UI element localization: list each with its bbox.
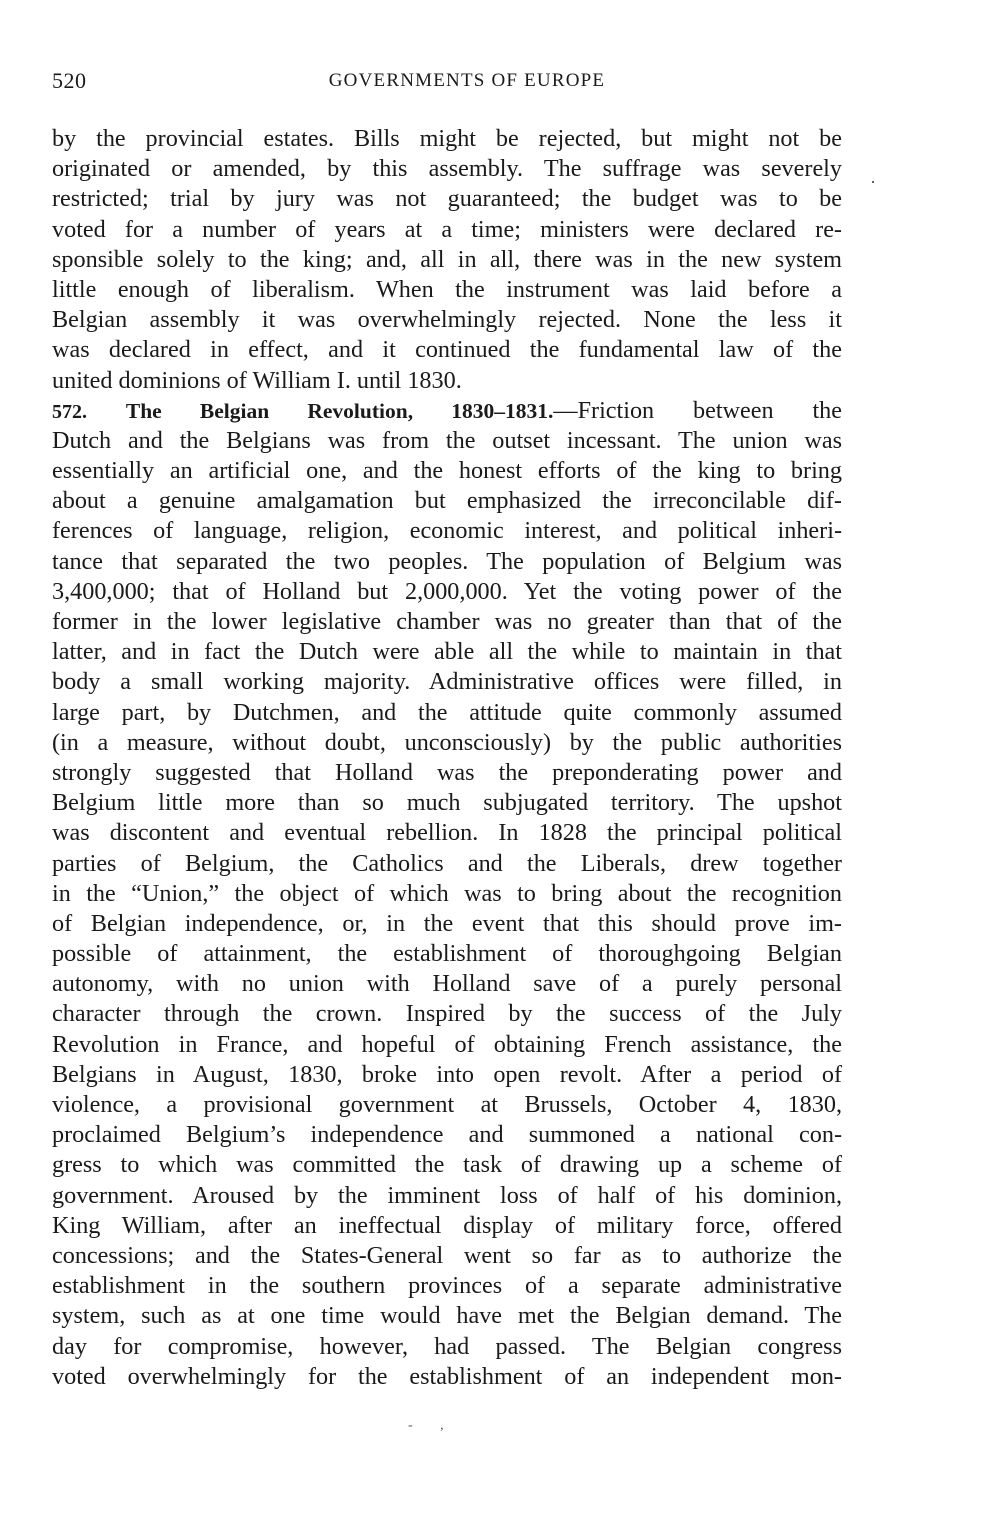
text-line: violence, a provisional government at Brussels, October 4, 1830, <box>52 1091 842 1118</box>
text-line: latter, and in fact the Dutch were able all the while to maintain in that <box>52 638 842 666</box>
text-line: by the provincial estates. Bills might be rejected, but might not be <box>52 125 842 152</box>
text-line: of Belgian independence, or, in the event that this should prove im- <box>52 909 842 937</box>
text-line: originated or amended, by this assembly. The suffrage was severely <box>52 155 842 183</box>
text-line: Belgium little more than so much subjugated territory. The upshot <box>52 789 842 817</box>
text-line: sponsible solely to the king; and, all in all, there was in the new system <box>52 245 842 273</box>
section-first-line-text: —Friction between the <box>553 396 842 424</box>
text-line: proclaimed Belgium’s independence and summoned a national con- <box>52 1121 842 1149</box>
page-header <box>52 68 842 104</box>
text-line: Dutch and the Belgians was from the outset incessant. The union was <box>52 426 842 454</box>
text-line: concessions; and the States-General went so far as to authorize the <box>52 1241 842 1269</box>
section-number: 572. <box>52 400 87 423</box>
text-line: strongly suggested that Holland was the preponderating power and <box>52 758 842 786</box>
margin-speck: · <box>870 172 876 192</box>
text-line: tance that separated the two peoples. The population of Belgium was <box>52 547 842 575</box>
text-line: establishment in the southern provinces of a separate administrative <box>52 1272 842 1300</box>
text-line: little enough of liberalism. When the instrument was laid before a <box>52 275 842 303</box>
text-line: large part, by Dutchmen, and the attitude quite commonly assumed <box>52 698 842 726</box>
text-line: Belgian assembly it was overwhelmingly rejected. None the less it <box>52 306 842 334</box>
text-line: essentially an artificial one, and the honest efforts of the king to bring <box>52 457 842 485</box>
running-head: GOVERNMENTS OF EUROPE <box>328 70 606 91</box>
text-line: possible of attainment, the establishment of thoroughgoing Belgian <box>52 940 842 968</box>
text-line: parties of Belgium, the Catholics and the Liberals, drew together <box>52 849 842 877</box>
text-line: was declared in effect, and it continued the fundamental law of the <box>52 336 842 364</box>
footer-speck: - , <box>408 1418 456 1433</box>
text-line: Revolution in France, and hopeful of obtaining French assistance, the <box>52 1030 842 1058</box>
text-line: government. Aroused by the imminent loss of half of his dominion, <box>52 1181 842 1209</box>
body-text <box>52 124 842 1392</box>
text-line: system, such as at one time would have met the Belgian demand. The <box>52 1302 842 1330</box>
text-line: ferences of language, religion, economic interest, and political inheri- <box>52 517 842 545</box>
text-line: about a genuine amalgamation but emphasized the irreconcilable dif- <box>52 487 842 515</box>
section-heading-line <box>52 396 842 426</box>
text-line: gress to which was committed the task of drawing up a scheme of <box>52 1151 842 1179</box>
text-line: 3,400,000; that of Holland but 2,000,000. Yet the voting power of the <box>52 577 842 605</box>
page-number: 520 <box>52 68 87 93</box>
text-line: former in the lower legislative chamber was no greater than that of the <box>52 608 842 635</box>
text-line: restricted; trial by jury was not guaranteed; the budget was to be <box>52 185 842 213</box>
text-line: voted for a number of years at a time; ministers were declared re- <box>52 215 842 243</box>
text-line: King William, after an ineffectual display of military force, offered <box>52 1211 842 1239</box>
text-line: was discontent and eventual rebellion. In 1828 the principal political <box>52 819 842 847</box>
section-title: The Belgian Revolution, 1830–1831. <box>125 398 554 423</box>
text-line: autonomy, with no union with Holland save of a purely personal <box>52 970 842 998</box>
text-line: character through the crown. Inspired by the success of the July <box>52 1000 842 1028</box>
text-line: in the “Union,” the object of which was to bring about the recognition <box>52 879 842 907</box>
text-line: Belgians in August, 1830, broke into open revolt. After a period of <box>52 1060 842 1088</box>
text-line: day for compromise, however, had passed. The Belgian congress <box>52 1332 842 1360</box>
text-line: voted overwhelmingly for the establishment of an independent mon- <box>52 1362 842 1390</box>
text-line: (in a measure, without doubt, unconsciously) by the public authorities <box>52 728 842 756</box>
text-line: united dominions of William I. until 1830. <box>52 366 462 394</box>
text-line: body a small working majority. Administrative offices were filled, in <box>52 668 842 696</box>
